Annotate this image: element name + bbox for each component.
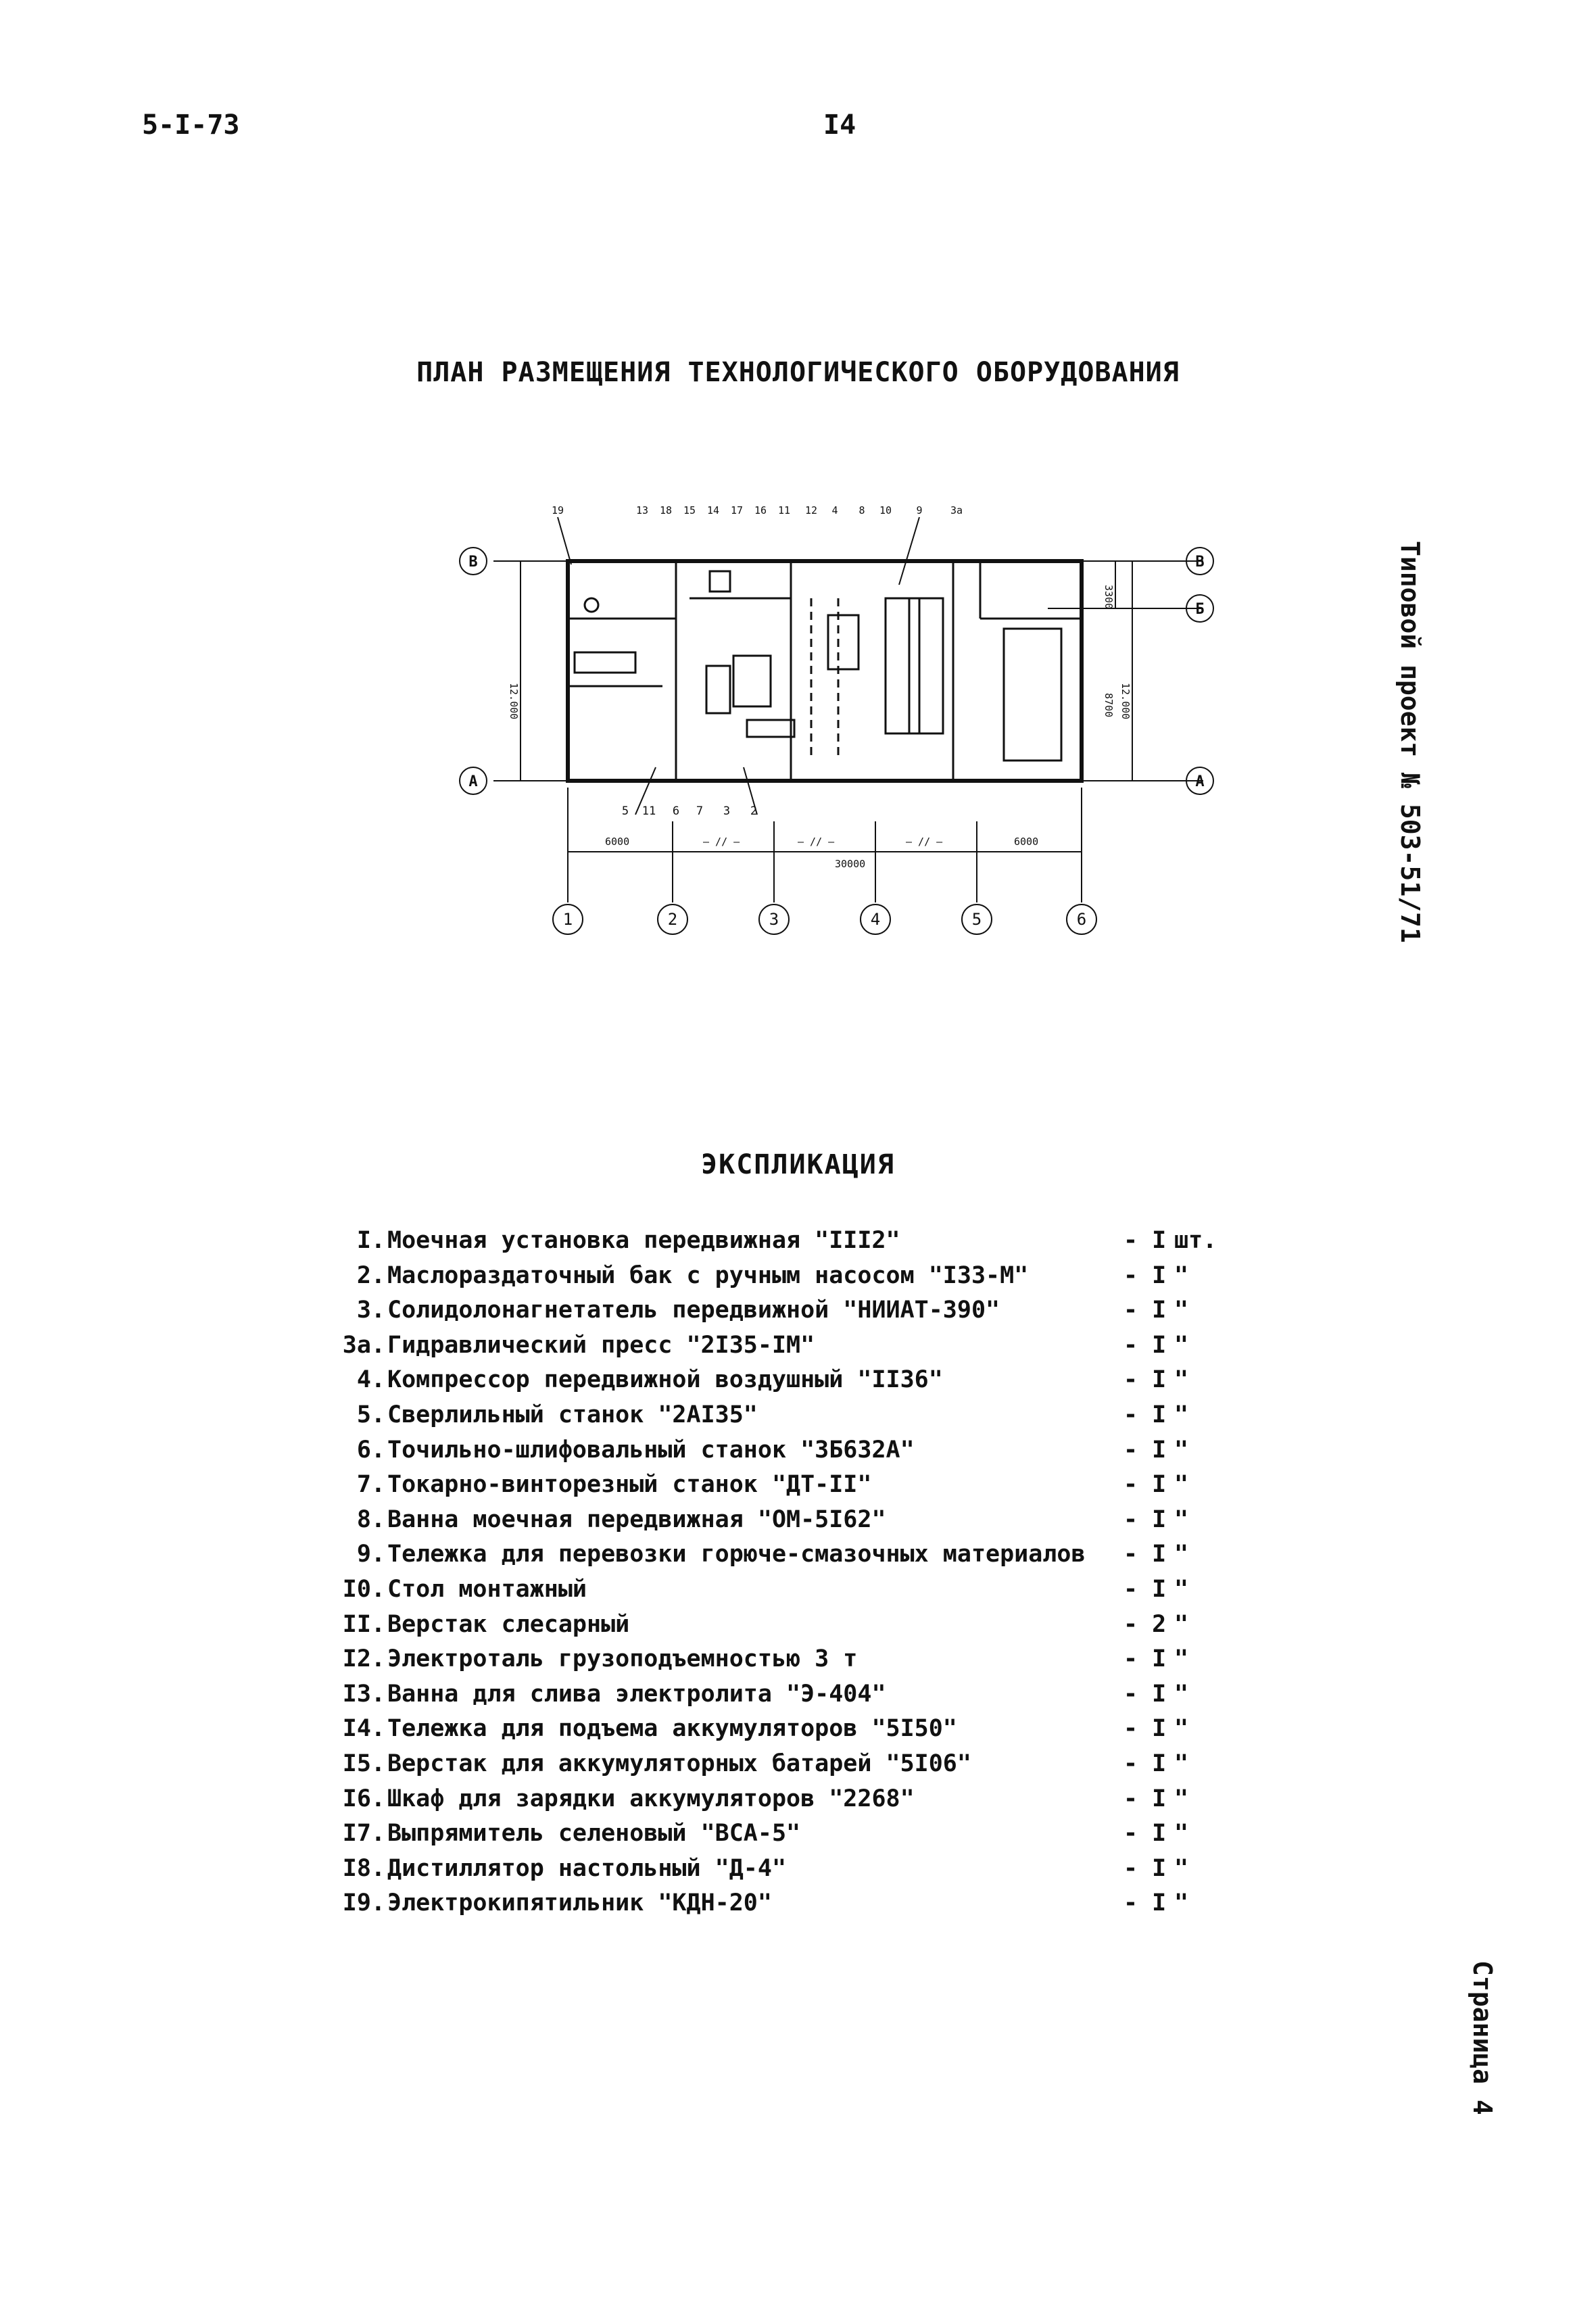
item-qty: - 2 xyxy=(1123,1610,1167,1638)
axis-number: 2 xyxy=(667,910,678,929)
axis-number: 1 xyxy=(562,910,573,929)
callout-label: 8 xyxy=(859,504,865,516)
item-unit: " xyxy=(1174,1750,1189,1777)
axis-number-bubbles xyxy=(553,904,1096,934)
item-qty: - I xyxy=(1123,1471,1167,1499)
equipment-block xyxy=(1004,629,1061,761)
item-unit: " xyxy=(1174,1854,1189,1882)
document-code: 5-I-73 xyxy=(142,110,240,141)
item-name: Электрокипятильник "КДН-20" xyxy=(387,1889,772,1917)
callout-label: 7 xyxy=(696,804,704,818)
item-num: 3а. xyxy=(342,1331,385,1359)
explication-item xyxy=(297,1471,1244,1506)
callout-label: 11 xyxy=(642,804,656,818)
explication-item xyxy=(297,1576,1244,1611)
item-num: I9. xyxy=(342,1889,385,1917)
callout-label: 11 xyxy=(777,504,791,516)
item-unit: " xyxy=(1174,1680,1189,1708)
callout-label: 12 xyxy=(804,504,818,516)
axis-number: 3 xyxy=(769,910,779,929)
explication-item xyxy=(297,1227,1244,1262)
axis-letter: А xyxy=(1195,773,1205,790)
item-qty: - I xyxy=(1123,1854,1167,1882)
item-qty: - I xyxy=(1123,1261,1167,1289)
explication-item xyxy=(297,1855,1244,1890)
callout-label: 18 xyxy=(659,504,673,516)
item-num: I6. xyxy=(342,1785,385,1812)
item-num: I5. xyxy=(342,1750,385,1777)
explication-item xyxy=(297,1262,1244,1297)
item-qty: - I xyxy=(1123,1436,1167,1464)
item-name: Стол монтажный xyxy=(387,1575,587,1603)
item-name: Гидравлический пресс "2I35-IМ" xyxy=(387,1331,815,1359)
item-name: Ванна для слива электролита "Э-404" xyxy=(387,1680,886,1708)
callout-label: 15 xyxy=(683,504,696,516)
item-name: Маслораздаточный бак с ручным насосом "I33-М" xyxy=(387,1261,1029,1289)
axis-letter: В xyxy=(468,554,478,571)
item-num: 2. xyxy=(356,1261,385,1289)
item-unit: " xyxy=(1174,1715,1189,1743)
item-unit: " xyxy=(1174,1436,1189,1464)
item-qty: - I xyxy=(1123,1889,1167,1917)
callout-label: 5 xyxy=(621,804,629,818)
dim-label: 3300 xyxy=(1103,585,1115,610)
item-name: Верстак для аккумуляторных батарей "5I06" xyxy=(387,1750,971,1777)
axis-letter-bubbles xyxy=(460,548,1213,794)
item-qty: - I xyxy=(1123,1366,1167,1394)
item-unit: " xyxy=(1174,1261,1189,1289)
item-qty: - I xyxy=(1123,1575,1167,1603)
equipment-block xyxy=(747,720,794,737)
item-name: Верстак слесарный xyxy=(387,1610,630,1638)
floor-plan-drawing xyxy=(433,497,1244,970)
item-qty: - I xyxy=(1123,1297,1167,1324)
callout-label: 6 xyxy=(672,804,680,818)
item-name: Шкаф для зарядки аккумуляторов "2268" xyxy=(387,1785,915,1812)
item-num: 3. xyxy=(356,1297,385,1324)
item-unit: " xyxy=(1174,1575,1189,1603)
explication-item xyxy=(297,1437,1244,1472)
item-unit: " xyxy=(1174,1471,1189,1499)
callout-label: 10 xyxy=(879,504,892,516)
plan-title: ПЛАН РАЗМЕЩЕНИЯ ТЕХНОЛОГИЧЕСКОГО ОБОРУДОВАНИЯ xyxy=(416,357,1180,388)
item-num: 7. xyxy=(356,1471,385,1499)
equipment-block xyxy=(886,598,919,733)
explication-item xyxy=(297,1645,1244,1681)
axis-number: 6 xyxy=(1076,910,1087,929)
item-num: 4. xyxy=(356,1366,385,1394)
callout-label: 17 xyxy=(730,504,744,516)
item-num: 9. xyxy=(356,1541,385,1568)
item-num: 5. xyxy=(356,1401,385,1428)
item-unit: шт. xyxy=(1174,1227,1217,1254)
item-qty: - I xyxy=(1123,1820,1167,1848)
explication-item xyxy=(297,1820,1244,1855)
explication-item xyxy=(297,1611,1244,1646)
callout-label: 4 xyxy=(831,504,838,516)
item-num: 8. xyxy=(356,1505,385,1533)
equipment-block xyxy=(575,652,635,673)
item-num: I7. xyxy=(342,1820,385,1848)
item-name: Тележка для перевозки горюче-смазочных материалов xyxy=(387,1541,1086,1568)
dim-label: 12.000 xyxy=(1119,683,1132,720)
item-unit: " xyxy=(1174,1610,1189,1638)
item-num: I4. xyxy=(342,1715,385,1743)
explication-title: ЭКСПЛИКАЦИЯ xyxy=(701,1149,895,1180)
equipment-block xyxy=(828,615,859,669)
item-name: Ванна моечная передвижная "ОМ-5I62" xyxy=(387,1505,886,1533)
explication-item xyxy=(297,1715,1244,1750)
dim-label: — // — xyxy=(906,836,943,848)
equipment-circle xyxy=(585,598,598,612)
item-num: I3. xyxy=(342,1680,385,1708)
item-qty: - I xyxy=(1123,1715,1167,1743)
item-qty: - I xyxy=(1123,1541,1167,1568)
axis-number: 4 xyxy=(870,910,881,929)
item-num: II. xyxy=(342,1610,385,1638)
item-num: I. xyxy=(356,1227,385,1254)
item-num: I8. xyxy=(342,1854,385,1882)
item-qty: - I xyxy=(1123,1227,1167,1254)
item-unit: " xyxy=(1174,1645,1189,1673)
axis-letter: В xyxy=(1195,554,1205,571)
project-label: Типовой проект № 503-51/71 xyxy=(1395,541,1425,943)
item-name: Выпрямитель селеновый "ВСА-5" xyxy=(387,1820,801,1848)
explication-item xyxy=(297,1681,1244,1716)
explication-list xyxy=(297,1227,1244,1925)
item-unit: " xyxy=(1174,1820,1189,1848)
item-name: Дистиллятор настольный "Д-4" xyxy=(387,1854,787,1882)
item-name: Токарно-винторезный станок "ДТ-II" xyxy=(387,1471,872,1499)
explication-item xyxy=(297,1401,1244,1437)
explication-item xyxy=(297,1785,1244,1820)
item-unit: " xyxy=(1174,1889,1189,1917)
item-qty: - I xyxy=(1123,1331,1167,1359)
item-qty: - I xyxy=(1123,1505,1167,1533)
item-name: Моечная установка передвижная "III2" xyxy=(387,1227,900,1254)
item-unit: " xyxy=(1174,1366,1189,1394)
explication-item xyxy=(297,1506,1244,1541)
dim-label: 30000 xyxy=(835,858,866,870)
callout-label: 2 xyxy=(750,804,758,818)
item-unit: " xyxy=(1174,1331,1189,1359)
dim-label: — // — xyxy=(703,836,740,848)
callout-label: 14 xyxy=(706,504,720,516)
equipment-block xyxy=(909,598,943,733)
item-num: I0. xyxy=(342,1575,385,1603)
item-qty: - I xyxy=(1123,1680,1167,1708)
item-name: Точильно-шлифовальный станок "3Б632А" xyxy=(387,1436,915,1464)
explication-item xyxy=(297,1297,1244,1332)
item-unit: " xyxy=(1174,1401,1189,1428)
dim-label: — // — xyxy=(798,836,835,848)
explication-item xyxy=(297,1889,1244,1925)
item-unit: " xyxy=(1174,1505,1189,1533)
item-qty: - I xyxy=(1123,1645,1167,1673)
callout-label: 3 xyxy=(723,804,731,818)
equipment-block xyxy=(733,656,771,706)
callout-label: 16 xyxy=(754,504,767,516)
dim-label: 8700 xyxy=(1103,693,1115,718)
item-unit: " xyxy=(1174,1297,1189,1324)
item-num: I2. xyxy=(342,1645,385,1673)
axis-number: 5 xyxy=(971,910,982,929)
axis-letter: А xyxy=(468,773,478,790)
explication-item xyxy=(297,1366,1244,1401)
page-label: Страница 4 xyxy=(1468,1960,1497,2115)
callout-label: 9 xyxy=(916,504,923,516)
item-qty: - I xyxy=(1123,1785,1167,1812)
item-qty: - I xyxy=(1123,1401,1167,1428)
axis-letter: Б xyxy=(1195,601,1205,618)
dim-label: 12.000 xyxy=(508,683,520,720)
item-name: Солидолонагнетатель передвижной "НИИАТ-390" xyxy=(387,1297,1000,1324)
callout-label: 19 xyxy=(551,504,564,516)
item-name: Компрессор передвижной воздушный "II36" xyxy=(387,1366,943,1394)
item-unit: " xyxy=(1174,1785,1189,1812)
callout-label: 3а xyxy=(950,504,963,516)
callout-label: 13 xyxy=(635,504,649,516)
explication-item xyxy=(297,1541,1244,1576)
item-name: Электроталь грузоподъемностью 3 т xyxy=(387,1645,858,1673)
item-name: Сверлильный станок "2АI35" xyxy=(387,1401,758,1428)
page-number: I4 xyxy=(823,110,856,141)
floor-plan xyxy=(433,497,1244,973)
item-num: 6. xyxy=(356,1436,385,1464)
item-unit: " xyxy=(1174,1541,1189,1568)
explication-item xyxy=(297,1332,1244,1367)
dim-label: 6000 xyxy=(1014,836,1039,848)
item-qty: - I xyxy=(1123,1750,1167,1777)
explication-item xyxy=(297,1750,1244,1785)
equipment-block xyxy=(710,571,730,592)
item-name: Тележка для подъема аккумуляторов "5I50" xyxy=(387,1715,957,1743)
dim-label: 6000 xyxy=(605,836,630,848)
equipment-block xyxy=(706,666,730,713)
